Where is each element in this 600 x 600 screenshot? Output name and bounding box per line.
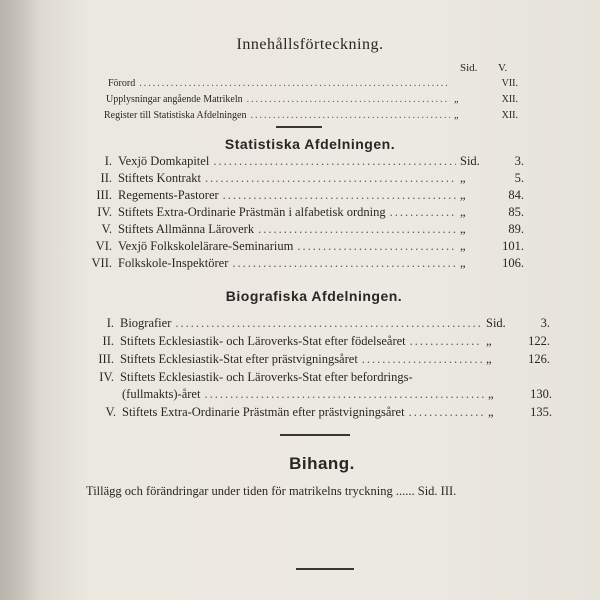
leader-dots <box>232 256 456 271</box>
entry-label: (fullmakts)-året <box>122 387 201 401</box>
front-row-register <box>104 110 518 121</box>
page-title: Innehållsförteckning. <box>236 36 384 53</box>
roman-numeral: III. <box>96 188 112 202</box>
entry-page: 85. <box>508 205 524 219</box>
entry-page: 130. <box>530 387 552 401</box>
biografiska-heading: Biografiska Afdelningen. <box>225 288 403 304</box>
entry-label: Biografier <box>120 316 172 330</box>
bihang-line: Tillägg och förändringar under tiden för matrikelns tryckning ...... Sid. III. <box>86 484 457 498</box>
entry-mark: „ <box>460 171 466 185</box>
stat-row <box>86 188 524 203</box>
entry-page: 135. <box>530 405 552 419</box>
front-mark: „ <box>454 110 459 121</box>
leader-dots <box>410 334 482 349</box>
bio-row <box>90 387 552 402</box>
bihang-heading: Bihang. <box>289 454 355 473</box>
front-sid-label: Sid. <box>460 62 478 74</box>
front-page: XII. <box>501 94 518 105</box>
front-label: Upplysningar angående Matrikeln <box>106 94 243 105</box>
stat-row <box>86 171 524 186</box>
entry-page: 3. <box>540 316 550 330</box>
entry-label: Stiftets Kontrakt <box>118 171 201 185</box>
entry-label: Stiftets Ecklesiastik-Stat efter prästvigningsåret <box>120 352 358 366</box>
leader-dots <box>205 171 456 186</box>
leader-dots <box>297 239 456 254</box>
entry-label: Stiftets Extra-Ordinarie Prästmän i alfabetisk ordning <box>118 205 386 219</box>
roman-numeral: VII. <box>91 256 112 270</box>
leader-dots <box>409 405 484 420</box>
entry-label: Vexjö Domkapitel <box>118 154 210 168</box>
entry-page: 122. <box>528 334 550 348</box>
roman-numeral: II. <box>102 334 114 348</box>
entry-label: Regements-Pastorer <box>118 188 219 202</box>
entry-label: Stiftets Extra-Ordinarie Prästmän efter prästvigningsåret <box>122 405 405 419</box>
entry-page: 5. <box>514 171 524 185</box>
entry-mark: „ <box>486 352 492 366</box>
bio-row <box>88 334 550 349</box>
entry-page: 101. <box>502 239 524 253</box>
entry-mark: „ <box>486 334 492 348</box>
leader-dots <box>390 205 456 220</box>
entry-mark: „ <box>488 387 494 401</box>
roman-numeral: IV. <box>97 205 112 219</box>
entry-mark: Sid. <box>486 316 506 330</box>
entry-page: 89. <box>508 222 524 236</box>
entry-mark: „ <box>460 239 466 253</box>
leader-dots <box>362 352 482 367</box>
roman-numeral: IV. <box>99 370 114 384</box>
bio-row <box>90 405 552 420</box>
stat-row <box>86 239 524 254</box>
roman-numeral: V. <box>105 405 116 419</box>
section-rule <box>276 126 322 128</box>
entry-label: Folkskole-Inspektörer <box>118 256 229 270</box>
roman-numeral: I. <box>104 154 112 168</box>
leader-dots <box>213 154 456 169</box>
entry-mark: „ <box>460 222 466 236</box>
stat-row <box>86 222 524 237</box>
leader-dots <box>258 222 456 237</box>
front-label: Register till Statistiska Afdelningen <box>104 110 247 121</box>
front-page: VII. <box>501 78 518 89</box>
entry-mark: Sid. <box>460 154 480 168</box>
entry-page: 3. <box>514 154 524 168</box>
leader-dots <box>139 78 450 89</box>
front-label: Förord <box>108 78 136 89</box>
front-row-upplysningar <box>106 94 518 105</box>
statistiska-heading: Statistiska Afdelningen. <box>224 136 396 152</box>
stat-row <box>86 154 524 169</box>
section-rule <box>280 434 350 436</box>
front-row-forord <box>108 78 518 89</box>
roman-numeral: V. <box>101 222 112 236</box>
entry-label: Stiftets Allmänna Läroverk <box>118 222 255 236</box>
front-page: XII. <box>501 110 518 121</box>
leader-dots <box>247 94 450 105</box>
entry-label: Stiftets Ecklesiastik- och Läroverks-Stat efter befordrings- <box>120 370 413 384</box>
entry-label: Vexjö Folkskolelärare-Seminarium <box>118 239 294 253</box>
entry-mark: „ <box>460 256 466 270</box>
entry-mark: „ <box>488 405 494 419</box>
leader-dots <box>204 387 484 402</box>
front-sid-value: V. <box>498 62 508 74</box>
stat-row <box>86 205 524 220</box>
roman-numeral: III. <box>98 352 114 366</box>
bio-row <box>88 352 550 367</box>
footer-rule <box>296 568 354 570</box>
roman-numeral: II. <box>100 171 112 185</box>
roman-numeral: VI. <box>95 239 112 253</box>
roman-numeral: I. <box>106 316 114 330</box>
entry-mark: „ <box>460 205 466 219</box>
entry-page: 106. <box>502 256 524 270</box>
leader-dots <box>223 188 456 203</box>
front-mark: „ <box>454 94 459 105</box>
stat-row <box>86 256 524 271</box>
leader-dots <box>251 110 451 121</box>
entry-page: 126. <box>528 352 550 366</box>
bio-row <box>88 316 550 331</box>
entry-label: Stiftets Ecklesiastik- och Läroverks-Stat efter födelseåret <box>120 334 406 348</box>
entry-page: 84. <box>508 188 524 202</box>
bio-row <box>88 370 550 385</box>
entry-mark: „ <box>460 188 466 202</box>
leader-dots <box>175 316 482 331</box>
